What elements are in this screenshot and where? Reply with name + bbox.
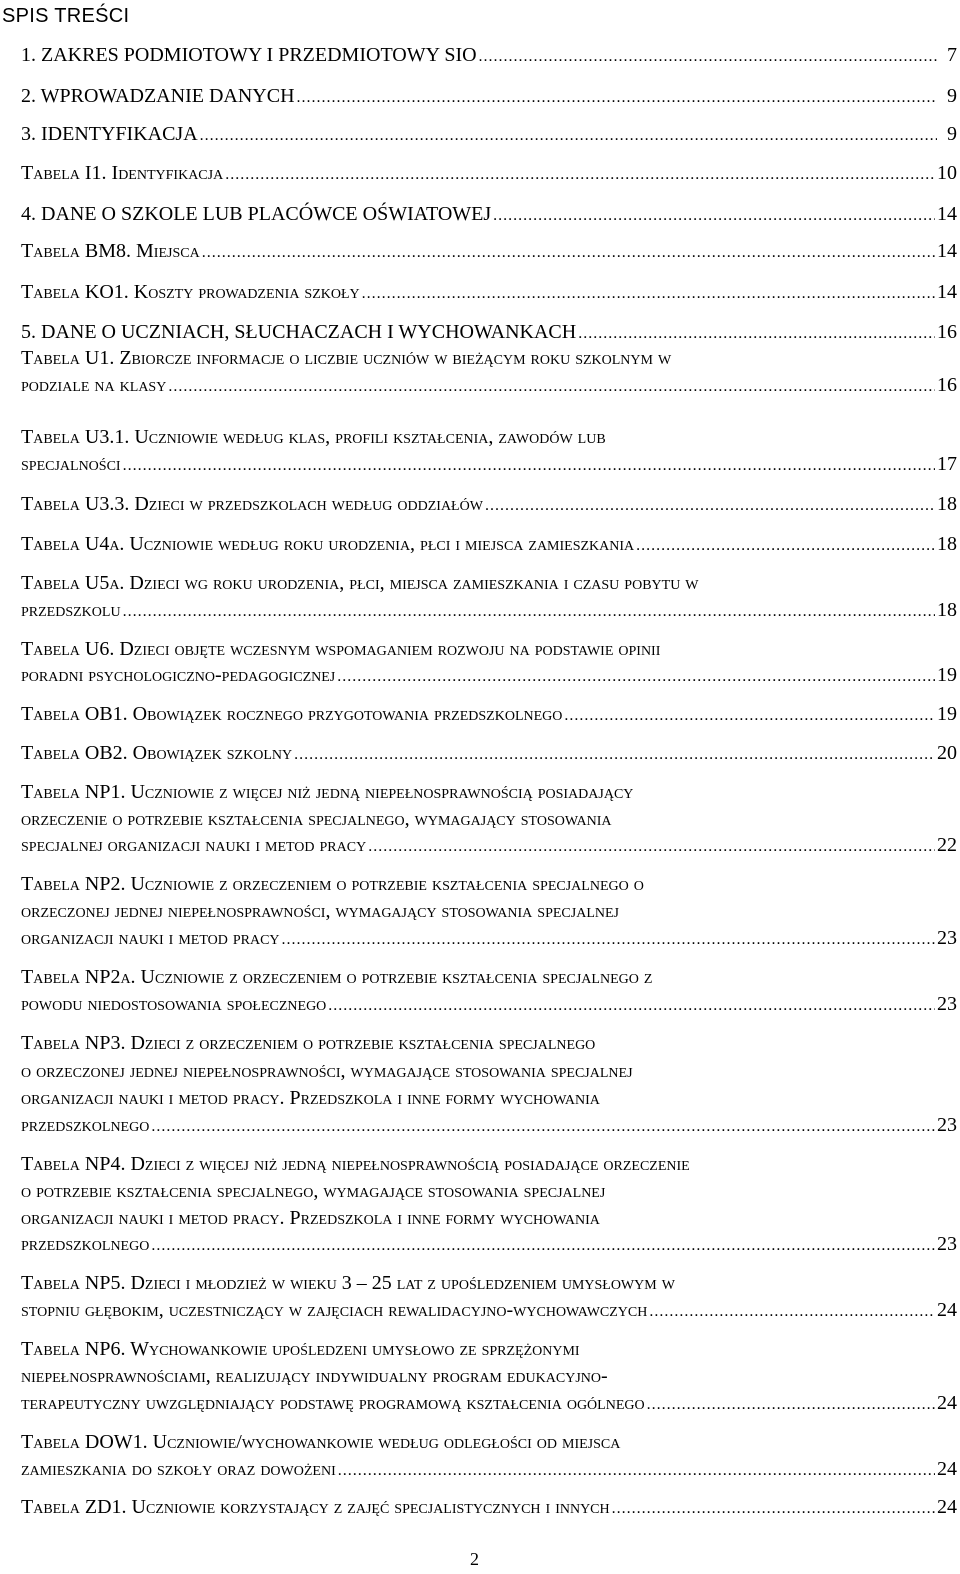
toc-entry-line: [21, 964, 957, 990]
toc-dot-leader: [578, 320, 935, 346]
toc-dot-leader: [647, 1392, 935, 1416]
toc-entry-line: [21, 1058, 957, 1084]
toc-page-number: 18: [937, 533, 957, 555]
toc-page-number: 24: [937, 1458, 957, 1480]
toc-entry-text: przedszkolnego: [21, 1233, 150, 1255]
toc-entry-last-line: [21, 200, 957, 228]
toc-entry-last-line: [21, 1231, 957, 1257]
toc-dot-leader: [282, 927, 935, 951]
toc-entry-text: 4. DANE O SZKOLE LUB PLACÓWCE OŚWIATOWEJ: [21, 203, 492, 225]
toc-entry-text: 5. DANE O UCZNIACH, SŁUCHACZACH I WYCHOWANKACH: [21, 321, 577, 343]
toc-page-number: 14: [937, 281, 957, 303]
toc-entry-last-line: [21, 318, 957, 346]
toc-entry-last-line: [21, 1112, 957, 1138]
toc-entry-text: przedszkolu: [21, 599, 121, 621]
toc-entry-line: [21, 806, 957, 832]
toc-entry-text: orzeczenie o potrzebie kształcenia specjalnego, wymagający stosowania: [21, 808, 612, 830]
toc-page-number: 18: [937, 599, 957, 621]
toc-entry-line: [21, 1270, 957, 1296]
toc-entry-text: Tabela U4a. Uczniowie według roku urodzenia, płci i miejsca zamieszkania: [21, 533, 635, 555]
toc-page-number: 16: [937, 321, 957, 343]
toc-page-number: 22: [937, 834, 957, 856]
toc-entry-last-line: [21, 991, 957, 1017]
toc-entry-line: [21, 779, 957, 805]
toc-entry-last-line: [21, 740, 957, 766]
toc-entry-text: specjalnej organizacji nauki i metod pracy: [21, 834, 367, 856]
toc-page-number: 19: [937, 703, 957, 725]
toc-entry-text: organizacji nauki i metod pracy. Przedszkola i inne formy wychowania: [21, 1207, 600, 1229]
toc-dot-leader: [649, 1299, 935, 1323]
toc-dot-leader: [200, 122, 937, 148]
toc-entry-text: Tabela BM8. Miejsca: [21, 240, 200, 262]
toc-dot-leader: [485, 493, 935, 517]
toc-entry-last-line: [21, 925, 957, 951]
toc-dot-leader: [297, 84, 937, 110]
toc-entry-last-line: [21, 238, 957, 264]
toc-dot-leader: [564, 703, 935, 727]
toc-entry-line: [21, 1178, 957, 1204]
toc-entry-last-line: [21, 120, 957, 148]
toc-entry-last-line: [21, 531, 957, 557]
toc-entry-text: specjalności: [21, 453, 121, 475]
toc-entry-text: organizacji nauki i metod pracy. Przedszkola i inne formy wychowania: [21, 1087, 600, 1109]
toc-page-number: 24: [937, 1392, 957, 1414]
toc-entry-line: [21, 570, 957, 596]
toc-entry-text: terapeutyczny uwzględniający podstawę programową kształcenia ogólnego: [21, 1392, 645, 1414]
toc-page-number: 19: [937, 664, 957, 686]
toc-dot-leader: [294, 742, 935, 766]
toc-entry-line: [21, 1336, 957, 1362]
toc-entry-last-line: [21, 1456, 957, 1482]
toc-dot-leader: [337, 664, 935, 688]
toc-entry-last-line: [21, 701, 957, 727]
table-of-contents: [21, 0, 957, 1574]
toc-entry-text: zamieszkania do szkoły oraz dowożeni: [21, 1458, 336, 1480]
toc-page-number: 23: [937, 927, 957, 949]
toc-entry-last-line: [21, 1390, 957, 1416]
toc-dot-leader: [368, 834, 935, 858]
toc-entry-text: Tabela DOW1. Uczniowie/wychowankowie według odległości od miejsca: [21, 1431, 621, 1453]
toc-entry-text: Tabela NP2a. Uczniowie z orzeczeniem o potrzebie kształcenia specjalnego z: [21, 966, 653, 988]
toc-entry-last-line: [21, 1297, 957, 1323]
toc-entry-text: Tabela U1. Zbiorcze informacje o liczbie uczniów w bieżącym roku szkolnym w: [21, 347, 672, 369]
toc-entry-text: organizacji nauki i metod pracy: [21, 927, 280, 949]
page-number: 2: [470, 1549, 479, 1569]
toc-entry-line: [21, 898, 957, 924]
toc-entry-line: [21, 1363, 957, 1389]
toc-page-number: 20: [937, 742, 957, 764]
toc-page-number: 23: [937, 993, 957, 1015]
toc-page-number: 9: [947, 123, 957, 145]
toc-entry-text: Tabela I1. Identyfikacja: [21, 162, 224, 184]
toc-dot-leader: [151, 1233, 935, 1257]
toc-dot-leader: [123, 453, 935, 477]
toc-entry-line: [21, 424, 957, 450]
toc-entry-text: przedszkolnego: [21, 1114, 150, 1136]
toc-entry-line: [21, 1030, 957, 1056]
toc-entry-last-line: [21, 279, 957, 305]
toc-entry-line: [21, 1151, 957, 1177]
toc-entry-line: [21, 871, 957, 897]
toc-dot-leader: [202, 240, 935, 264]
toc-entry-text: Tabela OB2. Obowiązek szkolny: [21, 742, 293, 764]
toc-entry-text: podziale na klasy: [21, 374, 167, 396]
toc-entry-text: Tabela NP1. Uczniowie z więcej niż jedną niepełnosprawnością posiadający: [21, 781, 634, 803]
toc-entry-last-line: [21, 491, 957, 517]
toc-dot-leader: [338, 1458, 935, 1482]
toc-title: SPIS TREŚCI: [2, 5, 130, 27]
toc-page-number: 23: [937, 1233, 957, 1255]
toc-entry-text: Tabela NP3. Dzieci z orzeczeniem o potrzebie kształcenia specjalnego: [21, 1032, 596, 1054]
toc-page-number: 14: [937, 203, 957, 225]
toc-entry-last-line: [21, 41, 957, 69]
toc-page-number: 7: [947, 44, 957, 66]
toc-dot-leader: [479, 43, 937, 69]
toc-entry-text: Tabela KO1. Koszty prowadzenia szkoły: [21, 281, 360, 303]
toc-entry-text: Tabela U3.1. Uczniowie według klas, profili kształcenia, zawodów lub: [21, 426, 606, 448]
toc-entry-text: Tabela NP2. Uczniowie z orzeczeniem o potrzebie kształcenia specjalnego o: [21, 873, 644, 895]
toc-page-number: 23: [937, 1114, 957, 1136]
toc-dot-leader: [123, 599, 935, 623]
toc-entry-line: [21, 1205, 957, 1231]
toc-entry-last-line: [21, 82, 957, 110]
toc-entry-text: 1. ZAKRES PODMIOTOWY I PRZEDMIOTOWY SIO: [21, 44, 477, 66]
toc-entry-text: o potrzebie kształcenia specjalnego, wymagające stosowania specjalnej: [21, 1180, 606, 1202]
toc-dot-leader: [636, 533, 935, 557]
toc-entry-line: [21, 636, 957, 662]
toc-page-number: 24: [937, 1299, 957, 1321]
toc-dot-leader: [225, 162, 935, 186]
toc-entry-text: Tabela NP6. Wychowankowie upośledzeni umysłowo ze sprzężonymi: [21, 1338, 580, 1360]
toc-dot-leader: [168, 374, 935, 398]
toc-entry-text: stopniu głębokim, uczestniczący w zajęciach rewalidacyjno-wychowawczych: [21, 1299, 648, 1321]
toc-entry-text: o orzeczonej jednej niepełnosprawności, wymagające stosowania specjalnej: [21, 1060, 633, 1082]
toc-entry-last-line: [21, 662, 957, 688]
toc-entry-text: powodu niedostosowania społecznego: [21, 993, 327, 1015]
toc-entry-text: poradni psychologiczno-pedagogicznej: [21, 664, 336, 686]
toc-dot-leader: [362, 281, 935, 305]
toc-dot-leader: [612, 1496, 935, 1520]
toc-page-number: 9: [947, 85, 957, 107]
toc-page-number: 18: [937, 493, 957, 515]
toc-page-number: 17: [937, 453, 957, 475]
toc-entry-text: Tabela NP4. Dzieci z więcej niż jedną niepełnosprawnością posiadające orzeczenie: [21, 1153, 690, 1175]
toc-entry-text: orzeczonej jednej niepełnosprawności, wymagający stosowania specjalnej: [21, 900, 619, 922]
toc-entry-last-line: [21, 160, 957, 186]
toc-page-number: 24: [937, 1496, 957, 1518]
toc-dot-leader: [493, 202, 935, 228]
toc-entry-text: 2. WPROWADZANIE DANYCH: [21, 85, 295, 107]
toc-dot-leader: [328, 993, 935, 1017]
toc-entry-text: Tabela NP5. Dzieci i młodzież w wieku 3 – 25 lat z upośledzeniem umysłowym w: [21, 1272, 675, 1294]
toc-page-number: 16: [937, 374, 957, 396]
toc-entry-text: Tabela U6. Dzieci objęte wczesnym wspomaganiem rozwoju na podstawie opinii: [21, 638, 661, 660]
toc-entry-last-line: [21, 451, 957, 477]
toc-entry-text: 3. IDENTYFIKACJA: [21, 123, 198, 145]
toc-dot-leader: [151, 1114, 935, 1138]
toc-entry-line: [21, 1429, 957, 1455]
toc-entry-last-line: [21, 372, 957, 398]
toc-entry-text: Tabela U3.3. Dzieci w przedszkolach według oddziałów: [21, 493, 483, 515]
toc-page-number: 10: [937, 162, 957, 184]
toc-entry-last-line: [21, 1494, 957, 1520]
toc-entry-line: [21, 345, 957, 371]
toc-entry-text: niepełnosprawnościami, realizujący indywidualny program edukacyjno-: [21, 1365, 608, 1387]
toc-entry-text: Tabela U5a. Dzieci wg roku urodzenia, płci, miejsca zamieszkania i czasu pobytu w: [21, 572, 699, 594]
toc-page-number: 14: [937, 240, 957, 262]
toc-entry-text: Tabela OB1. Obowiązek rocznego przygotowania przedszkolnego: [21, 703, 563, 725]
toc-entry-last-line: [21, 832, 957, 858]
toc-entry-line: [21, 1085, 957, 1111]
toc-entry-last-line: [21, 597, 957, 623]
toc-entry-text: Tabela ZD1. Uczniowie korzystający z zajęć specjalistycznych i innych: [21, 1496, 610, 1518]
